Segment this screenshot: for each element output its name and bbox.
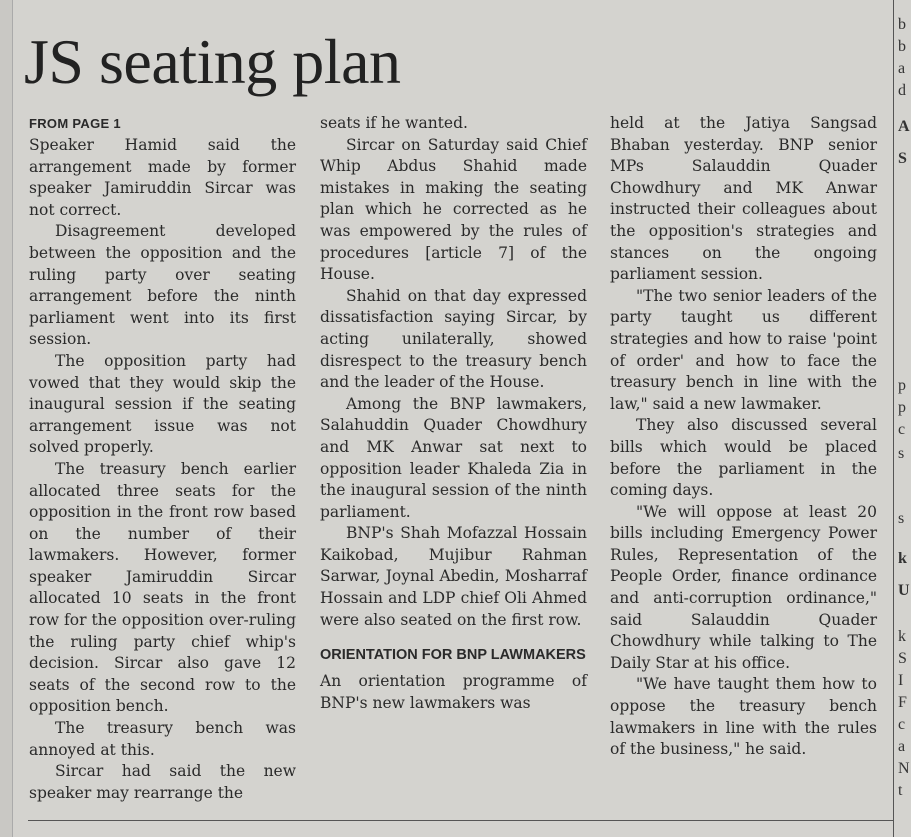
- adjacent-column-fragment: s: [898, 510, 905, 527]
- paragraph: The treasury bench was annoyed at this.: [29, 719, 296, 759]
- adjacent-column-fragment: S: [898, 150, 907, 167]
- paragraph: Speaker Hamid said the arrangement made by former speaker Jamiruddin Sircar was not correct.: [29, 136, 296, 219]
- kicker: FROM PAGE 1: [29, 116, 121, 131]
- adjacent-column-fragment: p: [898, 377, 906, 394]
- adjacent-column-fragment: k: [898, 550, 907, 567]
- paragraph: "We will oppose at least 20 bills including Emergency Power Rules, Representation of the People Order, finance ordinance and anti-corruption ordinance," said Salauddin Quader Chowdhury while talking to The Daily Star at his office.: [610, 502, 877, 672]
- adjacent-column-fragment: S: [898, 650, 907, 667]
- adjacent-column-fragment: d: [898, 82, 906, 99]
- paragraph: Disagreement developed between the opposition and the ruling party over seating arrangement before the ninth parliament went into its first session.: [29, 222, 296, 349]
- paragraph: Among the BNP lawmakers, Salahuddin Quader Chowdhury and MK Anwar sat next to opposition leader Khaleda Zia in the inaugural session of the ninth parliament.: [320, 394, 587, 521]
- paragraph: seats if he wanted.: [320, 114, 468, 132]
- column-1: [29, 113, 296, 804]
- paragraph: Shahid on that day expressed dissatisfaction saying Sircar, by acting unilaterally, showed disrespect to the treasury bench and the leader of the House.: [320, 286, 587, 392]
- adjacent-column-fragment: c: [898, 716, 906, 733]
- adjacent-column-fragment: U: [898, 582, 910, 599]
- adjacent-column-fragment: I: [898, 672, 904, 689]
- paragraph: BNP's Shah Mofazzal Hossain Kaikobad, Mujibur Rahman Sarwar, Joynal Abedin, Mosharraf Hossain and LDP chief Oli Ahmed were also seated on the first row.: [320, 524, 587, 629]
- paragraph: An orientation programme of BNP's new lawmakers was: [320, 672, 587, 712]
- paragraph: Sircar on Saturday said Chief Whip Abdus Shahid made mistakes in making the seating plan which he corrected as he was empowered by the rules of procedures [article 7] of the House.: [320, 135, 587, 284]
- adjacent-column-fragment: c: [898, 421, 906, 438]
- adjacent-column-fragment: a: [898, 738, 906, 755]
- left-page-edge: [0, 0, 13, 837]
- column-3: [610, 113, 877, 761]
- paragraph: The treasury bench earlier allocated three seats for the opposition in the front row based on the number of their lawmakers. However, former speaker Jamiruddin Sircar allocated 10 seats in the front row for the opposition over-ruling the ruling party chief whip's decision. Sircar also gave 12 seats of the second row to the opposition bench.: [29, 459, 296, 716]
- adjacent-column-fragment: s: [898, 445, 905, 462]
- bottom-rule: [28, 820, 893, 821]
- adjacent-column-fragment: N: [898, 760, 910, 777]
- adjacent-column-fragment: F: [898, 694, 907, 711]
- paragraph: Sircar had said the new speaker may rearrange the: [29, 762, 296, 802]
- adjacent-column-fragment: A: [898, 118, 910, 135]
- paragraph: They also discussed several bills which would be placed before the parliament in the coming days.: [610, 416, 877, 500]
- adjacent-column-fragment: b: [898, 38, 906, 55]
- adjacent-column-fragment: t: [898, 782, 903, 799]
- column-2: [320, 113, 587, 714]
- adjacent-column-fragment: a: [898, 60, 906, 77]
- adjacent-column-fragment: p: [898, 399, 906, 416]
- paragraph: "We have taught them how to oppose the treasury bench lawmakers in line with the rules of the business," he said.: [610, 675, 877, 759]
- paragraph: held at the Jatiya Sangsad Bhaban yesterday. BNP senior MPs Salauddin Quader Chowdhury and MK Anwar instructed their colleagues about the opposition's strategies and stances on the ongoing parliament session.: [610, 114, 877, 284]
- adjacent-column-fragment: b: [898, 16, 906, 33]
- paragraph: The opposition party had vowed that they would skip the inaugural session if the seating arrangement issue was not solved properly.: [29, 351, 296, 457]
- column-divider-rule: [893, 0, 894, 837]
- headline: JS seating plan: [24, 26, 401, 97]
- adjacent-column-fragment: k: [898, 628, 906, 645]
- paragraph: "The two senior leaders of the party taught us different strategies and how to raise 'point of order' and how to face the treasury bench in line with the law," said a new lawmaker.: [610, 286, 877, 413]
- subheading: ORIENTATION FOR BNP LAWMAKERS: [320, 647, 586, 664]
